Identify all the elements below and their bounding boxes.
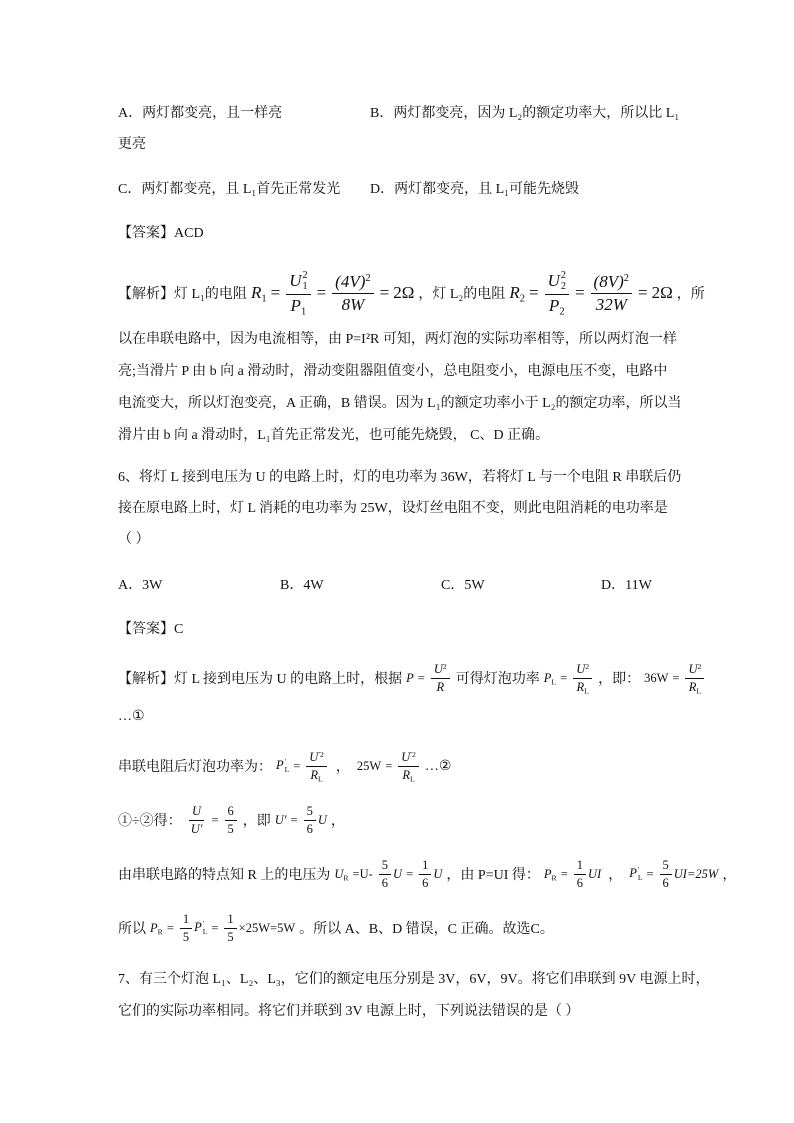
q5-options-row-1 [118, 92, 679, 132]
denominator [180, 929, 192, 944]
math-number: 5 [381, 858, 389, 873]
numerator [685, 662, 704, 678]
subscript: L [410, 774, 415, 784]
subscript: L [637, 873, 643, 883]
q5-analysis-mid-text: ，灯 L₂的电阻 [418, 287, 506, 302]
math-number: 6 [381, 875, 389, 890]
q6-analysis-line-5 [118, 854, 736, 894]
fraction [660, 858, 672, 890]
subscript: 2 [559, 306, 565, 318]
math-variable: U [688, 662, 698, 677]
q6-answer: 【答案】C [118, 622, 184, 637]
math-variable: U [317, 812, 327, 827]
numerator [332, 272, 373, 294]
paragraph-text: 【解析】灯 L 接到电压为 U 的电路上时，根据 [118, 672, 403, 687]
math-variable: U [289, 270, 302, 290]
equals-sign: = [574, 283, 585, 302]
equals-sign: = [528, 283, 539, 302]
numerator [660, 858, 672, 874]
denominator [225, 821, 237, 836]
math-variable: U [393, 866, 403, 881]
numerator [545, 271, 569, 295]
paragraph-text: 。所以 A、B、D 错误，C 正确。故选C。 [299, 922, 554, 937]
q5-option-b-continuation: 更亮 [118, 137, 146, 152]
symbol-p-l [544, 671, 556, 686]
numerator [180, 912, 192, 928]
sup-sub-stack [638, 866, 643, 882]
superscript: ′2 [318, 749, 324, 759]
paragraph-text: 滑片由 b 向 a 滑动时，L₁首先正常发光，也可能先烧毁， C、D 正确。 [118, 428, 550, 443]
fraction [304, 804, 316, 836]
equals-sign: = [211, 920, 219, 935]
paragraph-text: 可得灯泡功率 [455, 672, 540, 687]
superscript: 2 [623, 273, 630, 285]
math-number: 6 [576, 875, 584, 890]
superscript: 2 [585, 661, 590, 671]
symbol-p-l-prime [276, 758, 289, 774]
question-text: 7、有三个灯泡 L₁、L₂、L₃，它们的额定电压分别是 3V，6V，9V。将它们串联到 9V 电源上时， [118, 972, 710, 987]
math-variable: P [150, 920, 158, 935]
math-variable: P [543, 670, 552, 685]
math-value: (4V) [335, 271, 366, 291]
paragraph-text: 串联电阻后灯泡功率为： [118, 760, 272, 775]
subscript: L [696, 686, 702, 696]
q7-stem-line-2 [118, 990, 579, 1030]
numerator [189, 804, 204, 820]
math-number: 6 [422, 875, 429, 890]
q5-option-a: A．两灯都变亮，且一样亮 [118, 106, 283, 121]
math-variable: P [406, 670, 414, 685]
math-value: (8V) [593, 271, 624, 291]
superscript: ′ [284, 757, 287, 767]
equals-sign: = [270, 283, 281, 302]
sup-sub-stack [302, 271, 307, 292]
numerator [431, 662, 450, 678]
q6-analysis-line-6 [118, 908, 554, 948]
fraction [431, 662, 450, 694]
q5-answer: 【答案】ACD [118, 226, 204, 241]
symbol-4v-squared [335, 272, 370, 292]
denominator [188, 821, 206, 836]
denominator [573, 679, 591, 694]
q5-option-d: D．两灯都变亮，且 L₁可能先烧毁 [370, 182, 580, 197]
numerator [379, 858, 391, 874]
symbol-r2 [509, 283, 525, 303]
sup-sub-stack [561, 271, 566, 292]
math-variable: R [250, 283, 262, 302]
math-number: 6 [306, 821, 313, 836]
math-variable: R [576, 679, 585, 694]
fraction [306, 750, 327, 782]
paragraph-text: 由串联电路的特点知 R 上的电压为 [118, 868, 331, 883]
paragraph-text: ，即： [598, 672, 641, 687]
sup-sub-stack [203, 920, 208, 936]
fraction [180, 912, 192, 944]
denominator [419, 875, 431, 890]
q5-analysis-tail-text: ，所 [676, 287, 705, 302]
q5-analysis-line-1 [118, 268, 705, 318]
math-number: 5 [182, 929, 190, 944]
superscript: 2 [560, 270, 566, 282]
q5-options-row-2 [118, 168, 579, 208]
fraction [224, 912, 236, 944]
numerator [573, 662, 592, 678]
paragraph-text: ， [608, 868, 623, 883]
math-variable: R [509, 283, 520, 302]
q6-analysis-line-2 [118, 696, 145, 736]
result-value: 2Ω [393, 283, 415, 302]
symbol-u-squared [576, 662, 589, 676]
paragraph-text: ， [722, 868, 737, 883]
paragraph-text: 亮;当滑片 P 由 b 向 a 滑动时，滑动变阻器阻值变小，总电阻变小，电源电压不变，电路中 [118, 364, 668, 379]
equals-expression: =U- [352, 866, 373, 881]
math-number: 1 [422, 858, 429, 873]
equals-sign: = [672, 670, 680, 685]
math-number: 6 [227, 804, 234, 819]
symbol-8v-squared [594, 272, 629, 292]
denominator [593, 294, 630, 315]
superscript: 2 [365, 273, 371, 285]
denominator [288, 295, 310, 316]
q6-analysis-line-4 [118, 800, 345, 840]
superscript: 2 [697, 661, 702, 671]
numerator [224, 912, 236, 928]
math-value: 32W [595, 294, 627, 314]
symbol-p2 [549, 296, 565, 316]
symbol-p-r [150, 921, 163, 936]
denominator [433, 679, 447, 694]
math-variable: U′ [274, 812, 287, 827]
subscript: L [584, 686, 589, 696]
math-variable: P [629, 866, 637, 880]
q6-stem-line-2 [118, 487, 668, 527]
symbol-r1 [251, 283, 267, 303]
symbol-r-l [689, 680, 701, 694]
math-value: 36W [644, 670, 669, 685]
sup-sub-stack [285, 758, 290, 774]
fraction [574, 858, 586, 890]
subscript: 2 [519, 293, 525, 305]
symbol-p1 [291, 296, 307, 316]
equals-sign: = [560, 866, 568, 881]
symbol-u-squared [688, 662, 701, 676]
math-variable: P [548, 295, 560, 315]
equation-resistor-voltage [334, 858, 442, 890]
q5-analysis-intro: 【解析】灯 L₁的电阻 [118, 287, 247, 302]
math-value: 8W [341, 294, 365, 314]
denominator [546, 295, 568, 316]
math-variable: U [401, 750, 411, 765]
fraction [545, 270, 569, 318]
question-text: 接在原电路上时，灯 L 消耗的电功率为 25W，设灯丝电阻不变，则此电阻消耗的电功率是 [118, 501, 668, 516]
math-variable: P [543, 866, 552, 881]
equation-marker-2: …② [424, 758, 452, 774]
answer-blank: （ ） [118, 532, 150, 547]
equals-sign: = [290, 812, 298, 827]
denominator [399, 767, 417, 782]
math-variable: U [309, 750, 319, 765]
denominator [304, 821, 316, 836]
fraction [685, 662, 704, 694]
q5-answer-row [118, 212, 204, 252]
math-number: 6 [662, 875, 669, 890]
math-variable: U [433, 662, 443, 677]
q6-option-d: D．11W [601, 578, 652, 593]
equals-sign: = [638, 283, 648, 302]
symbol-p-r [544, 867, 557, 882]
paragraph-text: 所以 [118, 922, 146, 937]
numerator [225, 804, 237, 820]
math-number: 1 [576, 858, 584, 873]
paragraph-text: ， [330, 814, 345, 829]
q6-analysis-line-3 [118, 746, 451, 786]
equation-lamp-power-prime [276, 750, 329, 782]
symbol-u-squared [434, 662, 447, 676]
math-number: 1 [182, 912, 190, 927]
equals-sign: = [646, 866, 654, 881]
math-variable: P [194, 920, 202, 934]
question-text: 它们的实际功率相同。将它们并联到 3V 电源上时，下列说法错误的是（ ） [118, 1004, 580, 1019]
subscript: L [202, 927, 208, 937]
equals-sign: = [166, 920, 174, 935]
denominator [307, 767, 325, 782]
subscript: 1 [302, 280, 308, 292]
equals-sign: = [293, 758, 301, 773]
fraction [188, 804, 206, 836]
q6-option-b: B．4W [280, 578, 324, 593]
subscript: 1 [300, 306, 307, 318]
equals-sign: = [379, 283, 390, 302]
symbol-u1-squared [289, 271, 307, 293]
math-variable: P [290, 295, 301, 315]
superscript: 2 [442, 661, 447, 671]
q6-stem-line-3 [118, 518, 150, 558]
paragraph-text: ，即 [242, 814, 271, 829]
equation-r1 [250, 270, 415, 318]
math-variable: R [436, 679, 445, 694]
symbol-r-l [402, 768, 414, 782]
numerator [591, 272, 632, 294]
numerator [419, 858, 431, 874]
equation-power-definition [406, 662, 452, 694]
subscript: R [343, 873, 349, 883]
numerator [574, 858, 586, 874]
paragraph-text: ①÷②得： [118, 814, 182, 829]
math-variable: R [688, 679, 697, 694]
equation-resistor-power-result [150, 912, 295, 944]
math-variable: UI [588, 866, 602, 881]
question-text: 6、将灯 L 接到电压为 U 的电路上时，灯的电功率为 36W，若将灯 L 与一个电阻 R 串联后仍 [118, 470, 682, 485]
fraction [286, 270, 310, 318]
denominator [224, 929, 236, 944]
denominator [686, 679, 704, 694]
fraction [225, 804, 237, 836]
fraction [379, 858, 391, 890]
math-variable: U [433, 866, 443, 881]
denominator [339, 294, 368, 315]
math-variable: U [576, 662, 586, 677]
equation-resistor-power [544, 858, 601, 890]
fraction [398, 750, 419, 782]
equation-lamp-power-series [629, 858, 718, 890]
equation-25w [357, 750, 421, 782]
math-variable: U [334, 866, 344, 881]
symbol-r-l [310, 768, 322, 782]
subscript: R [157, 927, 163, 937]
q5-option-b: B．两灯都变亮，因为 L₂的额定功率大，所以比 L₁ [370, 106, 680, 121]
subscript: L [318, 774, 323, 784]
q6-option-c: C．5W [441, 578, 485, 593]
fraction [591, 272, 632, 314]
subscript: L [284, 765, 290, 775]
equation-u-prime [275, 804, 327, 836]
symbol-u2-squared [548, 271, 566, 293]
symbol-r-l [576, 680, 588, 694]
math-variable: U [547, 270, 560, 290]
equals-sign: = [417, 670, 425, 685]
math-value: 25W [356, 758, 382, 773]
equation-36w [644, 662, 706, 694]
numerator [398, 750, 419, 766]
fraction [332, 272, 373, 314]
paragraph-text: 电流变大，所以灯泡变亮，A 正确，B 错误。因为 L₁的额定功率小于 L₂的额定功率，所以当 [118, 396, 682, 411]
math-number: 5 [227, 821, 234, 836]
fraction [573, 662, 592, 694]
q6-options-row [118, 564, 652, 604]
equation-marker-1: …① [118, 708, 145, 724]
subscript: L [551, 677, 557, 687]
equals-sign: = [211, 812, 219, 827]
denominator [574, 875, 586, 890]
math-number: 5 [227, 929, 234, 944]
superscript: ′2 [410, 749, 416, 759]
math-number: 5 [662, 858, 669, 873]
math-variable: R [310, 767, 319, 782]
superscript: ′ [202, 919, 205, 929]
math-variable: R [402, 767, 411, 782]
result-value: 2Ω [651, 283, 673, 302]
math-variable: P [276, 758, 284, 772]
subscript: 2 [560, 280, 566, 292]
superscript: 2 [302, 270, 308, 282]
q5-option-b-continuation-row [118, 123, 146, 163]
paragraph-text: ，由 P=UI 得： [446, 868, 540, 883]
q6-option-a: A．3W [118, 578, 163, 593]
denominator [379, 875, 391, 890]
equation-r2 [509, 270, 673, 318]
equals-sign: = [316, 283, 327, 302]
subscript: 1 [261, 293, 267, 305]
q6-analysis-line-1 [118, 658, 710, 698]
symbol-p-l-prime [629, 866, 642, 882]
paragraph-text: ， [335, 760, 350, 775]
paragraph-text: 以在串联电路中，因为电流相等，由 P=I²R 可知，两灯泡的实际功率相等，所以两灯泡一样 [118, 332, 677, 347]
math-variable: U′ [190, 821, 203, 836]
numerator [304, 804, 316, 820]
superscript: ′ [637, 865, 640, 875]
numerator [306, 750, 327, 766]
q5-analysis-line-5 [118, 414, 549, 454]
equation-voltage-ratio [186, 804, 239, 836]
math-number: 1 [227, 912, 234, 927]
equals-sign: = [406, 866, 414, 881]
math-expression: UI=25W [673, 866, 719, 881]
subscript: R [551, 873, 557, 883]
symbol-p-l-prime [194, 920, 207, 936]
numerator [286, 271, 310, 295]
symbol-u-prime-squared [309, 750, 324, 764]
math-expression: ×25W=5W [238, 920, 296, 935]
symbol-u-prime-squared [401, 750, 416, 764]
equals-sign: = [560, 670, 568, 685]
equation-lamp-power [544, 662, 594, 694]
equals-sign: = [385, 758, 393, 773]
denominator [660, 875, 672, 890]
math-number: 5 [306, 804, 313, 819]
q6-answer-row [118, 608, 183, 648]
q5-option-c: C．两灯都变亮，且 L₁首先正常发光 [118, 182, 341, 197]
symbol-u-r [334, 867, 348, 882]
fraction [419, 858, 431, 890]
math-variable: U [192, 804, 202, 819]
